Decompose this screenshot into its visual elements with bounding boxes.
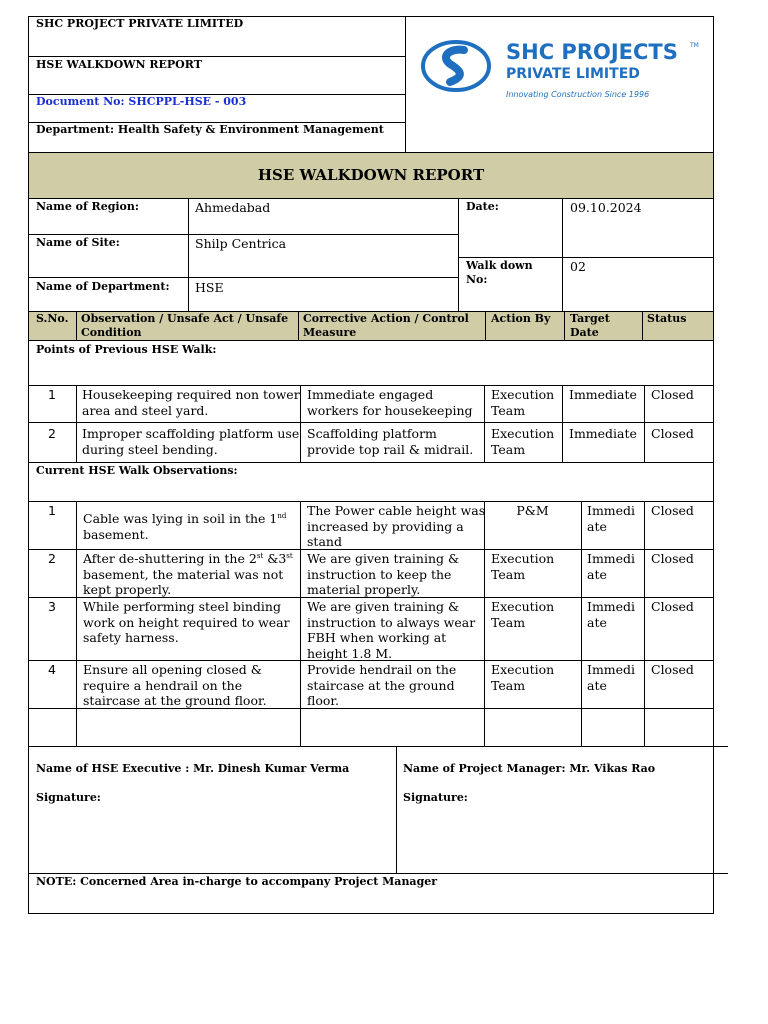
department-value: HSE bbox=[195, 280, 224, 295]
status-text: Closed bbox=[651, 387, 694, 402]
corrective-line: increased by providing a bbox=[307, 518, 464, 534]
corrective-action-text bbox=[307, 551, 459, 598]
target-date-line: Immedi bbox=[587, 599, 636, 614]
company-name: SHC PROJECT PRIVATE LIMITED bbox=[36, 17, 244, 30]
logo-line1: SHC PROJECTS bbox=[506, 40, 678, 64]
action-by-line: Execution bbox=[491, 599, 555, 614]
row-number: 1 bbox=[48, 387, 56, 402]
observation-fragment: After de-shuttering in the 2 bbox=[83, 551, 257, 566]
action-by-text bbox=[491, 426, 554, 457]
observation-line: safety harness. bbox=[83, 630, 179, 645]
corrective-action-text bbox=[307, 387, 473, 418]
header-corrective-line1: Corrective Action / Control bbox=[303, 312, 469, 325]
observation-line: during steel bending. bbox=[82, 441, 218, 457]
observation-fragment: Cable was lying in soil in the 1 bbox=[83, 511, 278, 526]
corrective-line: Immediate engaged bbox=[307, 387, 434, 402]
logo-tm: TM bbox=[690, 42, 699, 49]
status-text: Closed bbox=[651, 551, 694, 566]
action-by-line: Team bbox=[491, 614, 526, 630]
logo-line2: PRIVATE LIMITED bbox=[506, 66, 640, 82]
header-action-by: Action By bbox=[491, 312, 551, 325]
observation-line: basement. bbox=[83, 526, 149, 542]
header-observation-line1: Observation / Unsafe Act / Unsafe bbox=[81, 312, 289, 325]
action-by-line: Team bbox=[491, 402, 526, 418]
footer-note: NOTE: Concerned Area in-charge to accompany Project Manager bbox=[36, 875, 438, 888]
row-number: 1 bbox=[48, 503, 56, 518]
observation-text bbox=[83, 662, 267, 709]
header-corrective-action bbox=[303, 312, 469, 340]
corrective-line: staircase at the ground bbox=[307, 677, 455, 693]
ordinal-superscript: st bbox=[256, 551, 264, 560]
target-date-text: Immediate bbox=[569, 387, 637, 402]
observation-text bbox=[82, 426, 299, 457]
logo-tagline: Innovating Construction Since 1996 bbox=[506, 90, 650, 99]
corrective-line: We are given training & bbox=[307, 599, 460, 614]
corrective-line: provide top rail & midrail. bbox=[307, 441, 474, 457]
action-by-text bbox=[491, 599, 554, 630]
observation-line: require a hendrail on the bbox=[83, 677, 243, 693]
action-by-text: P&M bbox=[516, 503, 549, 518]
walkdown-label-line1: Walk down bbox=[466, 259, 533, 272]
status-text: Closed bbox=[651, 503, 694, 518]
corrective-line: material properly. bbox=[307, 582, 421, 597]
region-label: Name of Region: bbox=[36, 200, 139, 213]
corrective-action-text bbox=[307, 599, 475, 661]
target-date-line: ate bbox=[587, 614, 607, 630]
project-manager-name: Name of Project Manager: Mr. Vikas Rao bbox=[403, 762, 656, 775]
header-sno: S.No. bbox=[36, 312, 69, 325]
observation-text bbox=[83, 599, 290, 646]
header-corrective-line2: Measure bbox=[303, 326, 357, 339]
status-text: Closed bbox=[651, 662, 694, 677]
observation-line: work on height required to wear bbox=[83, 614, 290, 630]
hse-executive-name: Name of HSE Executive : Mr. Dinesh Kumar Verma bbox=[36, 762, 350, 775]
logo-swirl-icon bbox=[420, 38, 492, 94]
row-number: 3 bbox=[48, 599, 56, 614]
action-by-text bbox=[491, 662, 554, 693]
action-by-line: Team bbox=[491, 566, 526, 582]
corrective-action-text bbox=[307, 662, 456, 709]
header-observation bbox=[81, 312, 288, 340]
observation-line: Ensure all opening closed & bbox=[83, 662, 262, 677]
corrective-line: floor. bbox=[307, 693, 339, 708]
observation-line bbox=[83, 511, 286, 527]
action-by-line: Execution bbox=[491, 387, 555, 402]
action-by-line: Execution bbox=[491, 551, 555, 566]
site-label: Name of Site: bbox=[36, 236, 120, 249]
header-status: Status bbox=[647, 312, 687, 325]
document-number: Document No: SHCPPL-HSE - 003 bbox=[36, 95, 247, 108]
target-date-line: Immedi bbox=[587, 503, 636, 518]
header-observation-line2: Condition bbox=[81, 326, 142, 339]
observation-fragment: &3 bbox=[263, 551, 287, 566]
action-by-line: Team bbox=[491, 441, 526, 457]
corrective-line: FBH when working at bbox=[307, 630, 447, 645]
row-number: 2 bbox=[48, 551, 56, 566]
previous-section-title: Points of Previous HSE Walk: bbox=[36, 343, 217, 356]
target-date-line: ate bbox=[587, 677, 607, 693]
header-target-date bbox=[570, 312, 610, 340]
action-by-text bbox=[491, 387, 554, 418]
status-text: Closed bbox=[651, 426, 694, 441]
company-logo bbox=[420, 36, 710, 104]
observation-line: basement, the material was not bbox=[83, 566, 284, 582]
target-date-line: Immedi bbox=[587, 662, 636, 677]
department: Department: Health Safety & Environment Management bbox=[36, 123, 384, 136]
status-text: Closed bbox=[651, 599, 694, 614]
corrective-line: Scaffolding platform bbox=[307, 426, 437, 441]
report-name: HSE WALKDOWN REPORT bbox=[36, 58, 202, 71]
observation-text bbox=[82, 387, 300, 418]
corrective-line: stand bbox=[307, 534, 342, 549]
corrective-line: Provide hendrail on the bbox=[307, 662, 457, 677]
walkdown-label bbox=[466, 259, 533, 287]
observation-line: While performing steel binding bbox=[83, 599, 281, 614]
row-number: 2 bbox=[48, 426, 56, 441]
target-date-line: ate bbox=[587, 566, 607, 582]
corrective-line: We are given training & bbox=[307, 551, 460, 566]
corrective-line: instruction to keep the bbox=[307, 566, 452, 582]
observation-line: Improper scaffolding platform use bbox=[82, 426, 300, 441]
observation-line bbox=[83, 551, 293, 567]
ordinal-superscript: nd bbox=[277, 511, 287, 520]
observation-line: Housekeeping required non tower bbox=[82, 387, 300, 402]
target-date-text bbox=[587, 599, 635, 630]
walkdown-value: 02 bbox=[570, 259, 586, 274]
corrective-line: instruction to always wear bbox=[307, 614, 476, 630]
hse-executive-signature-label: Signature: bbox=[36, 791, 101, 804]
corrective-action-text bbox=[307, 503, 485, 550]
ordinal-superscript: st bbox=[286, 551, 293, 560]
observation-line: staircase at the ground floor. bbox=[83, 693, 267, 708]
date-value: 09.10.2024 bbox=[570, 200, 642, 215]
observation-text bbox=[83, 551, 293, 598]
current-section-title: Current HSE Walk Observations: bbox=[36, 464, 238, 477]
header-target-line2: Date bbox=[570, 326, 599, 339]
observation-text bbox=[83, 511, 286, 542]
target-date-line: Immedi bbox=[587, 551, 636, 566]
site-value: Shilp Centrica bbox=[195, 236, 287, 251]
corrective-line: height 1.8 M. bbox=[307, 645, 393, 661]
walkdown-label-line2: No: bbox=[466, 273, 488, 286]
report-title: HSE WALKDOWN REPORT bbox=[257, 166, 485, 184]
observation-line: kept properly. bbox=[83, 582, 172, 597]
action-by-line: Team bbox=[491, 677, 526, 693]
project-manager-signature-label: Signature: bbox=[403, 791, 468, 804]
target-date-text bbox=[587, 551, 635, 582]
corrective-action-text bbox=[307, 426, 473, 457]
action-by-line: Execution bbox=[491, 662, 555, 677]
action-by-text bbox=[491, 551, 554, 582]
date-label: Date: bbox=[466, 200, 499, 213]
corrective-line: The Power cable height was bbox=[307, 503, 486, 518]
department-label: Name of Department: bbox=[36, 280, 170, 293]
target-date-text: Immediate bbox=[569, 426, 637, 441]
action-by-line: Execution bbox=[491, 426, 555, 441]
corrective-line: workers for housekeeping bbox=[307, 402, 473, 418]
observation-line: area and steel yard. bbox=[82, 402, 209, 418]
target-date-text bbox=[587, 503, 635, 534]
region-value: Ahmedabad bbox=[195, 200, 271, 215]
row-number: 4 bbox=[48, 662, 56, 677]
target-date-text bbox=[587, 662, 635, 693]
header-target-line1: Target bbox=[570, 312, 610, 325]
target-date-line: ate bbox=[587, 518, 607, 534]
